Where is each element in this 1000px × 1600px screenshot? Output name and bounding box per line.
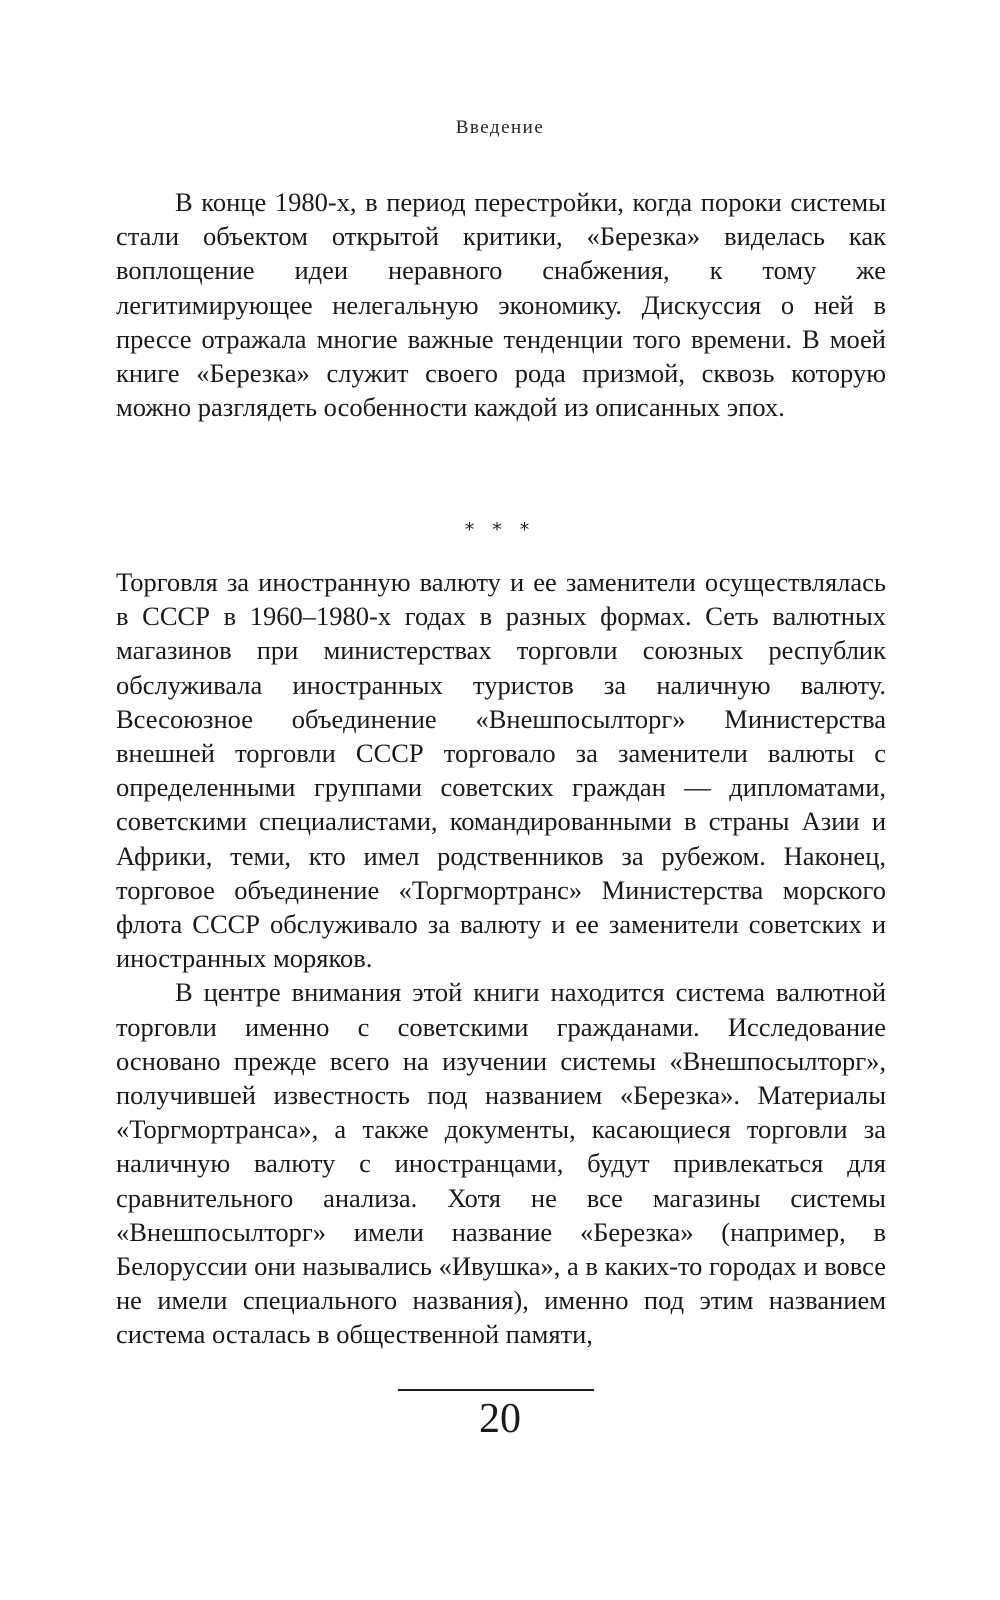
section-1	[116, 185, 886, 424]
section-2-paragraph-2: В центре внимания этой книги находится система валютной торговли именно с советскими гражданами. Исследование основано прежде всего на изучении системы «Внешпосылторг», получившей известность под названием «Березка». Материалы «Торгмортранса», а также документы, касающиеся торговли за наличную валюту с иностранцами, будут привлекаться для сравнительного анализа. Хотя не все магазины системы «Внешпосылторг» имели название «Березка» (например, в Белоруссии они назывались «Ивушка», а в каких-то городах и вовсе не имели специального названия), именно под этим названием система осталась в общественной памяти,	[116, 977, 886, 1350]
section-1-paragraph: В конце 1980-х, в период перестройки, когда пороки системы стали объектом открытой критики, «Березка» виделась как воплощение идеи неравного снабжения, к тому же легитимирующее нелегальную экономику. Дискуссия о ней в прессе отражала многие важные тенденции того времени. В моей книге «Березка» служит своего рода призмой, сквозь которую можно разглядеть особенности каждой из описанных эпох.	[116, 187, 886, 423]
section-2-paragraph-1: Торговля за иностранную валюту и ее заменители осуществлялась в СССР в 1960–1980-х годах в разных формах. Сеть валютных магазинов при министерствах торговли союзных республик обслуживала иностранных туристов за наличную валюту. Всесоюзное объединение «Внешпосылторг» Министерства внешней торговли СССР торговало за заменители валюты с определенными группами советских граждан — дипломатами, советскими специалистами, командированными в страны Азии и Африки, теми, кто имел родственников за рубежом. Наконец, торговое объединение «Торгмортранс» Министерства морского флота СССР обслуживало за валюту и ее заменители советских и иностранных моряков.	[116, 567, 886, 974]
footer-rule	[398, 1389, 594, 1391]
running-head: Введение	[455, 117, 545, 138]
page-number: 20	[479, 1396, 521, 1442]
section-2	[116, 565, 886, 1352]
section-separator: * * *	[464, 519, 536, 541]
